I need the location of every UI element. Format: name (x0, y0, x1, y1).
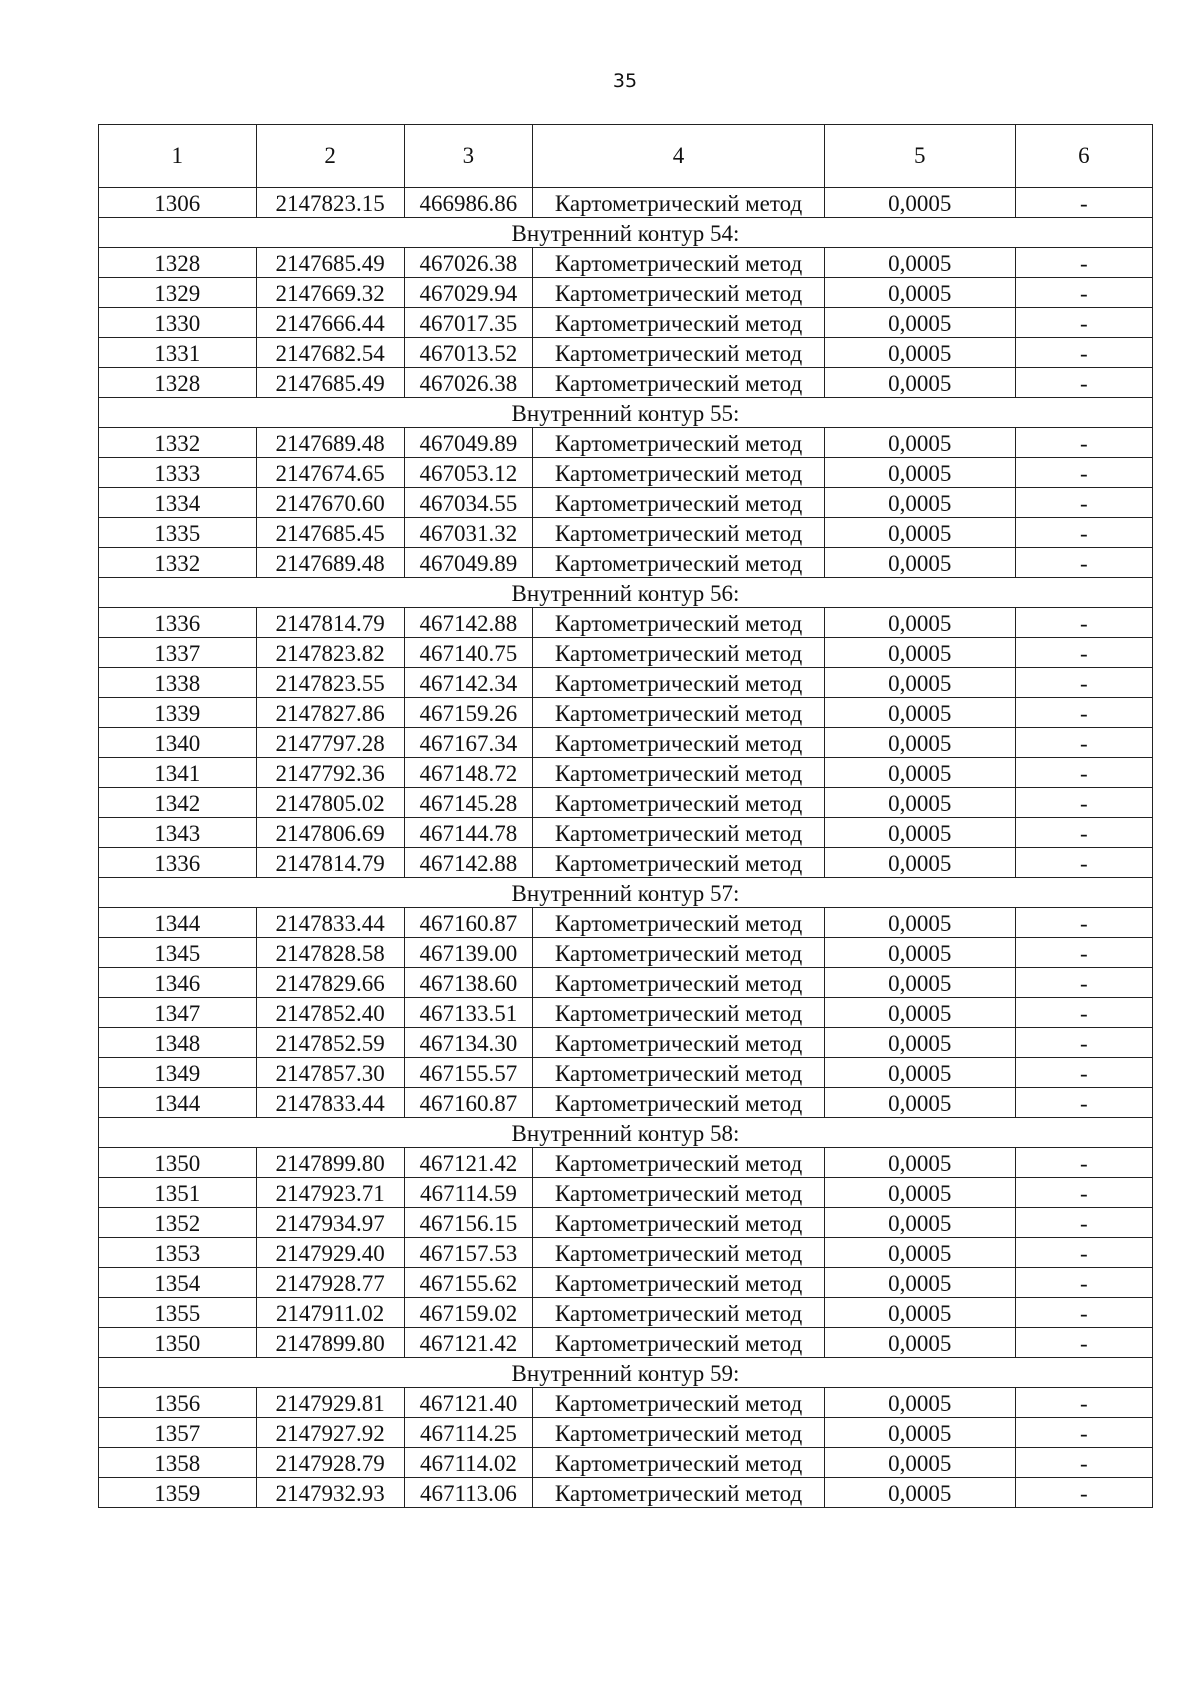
point-number-cell: 1349 (99, 1058, 257, 1088)
method-cell: Картометрический метод (533, 248, 825, 278)
table-row (99, 698, 1153, 728)
accuracy-cell: 0,0005 (824, 728, 1015, 758)
point-number-cell: 1353 (99, 1238, 257, 1268)
y-coordinate-cell: 467139.00 (404, 938, 533, 968)
note-cell: - (1015, 368, 1152, 398)
table-row (99, 1208, 1153, 1238)
accuracy-cell: 0,0005 (824, 548, 1015, 578)
point-number-cell: 1332 (99, 548, 257, 578)
table-row (99, 488, 1153, 518)
note-cell: - (1015, 1268, 1152, 1298)
section-title: Внутренний контур 59: (99, 1358, 1153, 1388)
column-header: 3 (404, 125, 533, 188)
note-cell: - (1015, 278, 1152, 308)
accuracy-cell: 0,0005 (824, 608, 1015, 638)
table-row (99, 1148, 1153, 1178)
point-number-cell: 1338 (99, 668, 257, 698)
note-cell: - (1015, 998, 1152, 1028)
y-coordinate-cell: 467114.25 (404, 1418, 533, 1448)
x-coordinate-cell: 2147899.80 (256, 1148, 404, 1178)
x-coordinate-cell: 2147929.81 (256, 1388, 404, 1418)
table-row (99, 1058, 1153, 1088)
note-cell: - (1015, 458, 1152, 488)
table-row (99, 1478, 1153, 1508)
method-cell: Картометрический метод (533, 1208, 825, 1238)
x-coordinate-cell: 2147934.97 (256, 1208, 404, 1238)
point-number-cell: 1341 (99, 758, 257, 788)
y-coordinate-cell: 467138.60 (404, 968, 533, 998)
point-number-cell: 1330 (99, 308, 257, 338)
x-coordinate-cell: 2147899.80 (256, 1328, 404, 1358)
accuracy-cell: 0,0005 (824, 1208, 1015, 1238)
method-cell: Картометрический метод (533, 1478, 825, 1508)
table-row (99, 758, 1153, 788)
accuracy-cell: 0,0005 (824, 968, 1015, 998)
x-coordinate-cell: 2147805.02 (256, 788, 404, 818)
note-cell: - (1015, 668, 1152, 698)
table-row (99, 668, 1153, 698)
y-coordinate-cell: 467145.28 (404, 788, 533, 818)
accuracy-cell: 0,0005 (824, 788, 1015, 818)
point-number-cell: 1350 (99, 1328, 257, 1358)
section-title: Внутренний контур 57: (99, 878, 1153, 908)
x-coordinate-cell: 2147852.59 (256, 1028, 404, 1058)
point-number-cell: 1350 (99, 1148, 257, 1178)
y-coordinate-cell: 467159.26 (404, 698, 533, 728)
y-coordinate-cell: 467013.52 (404, 338, 533, 368)
y-coordinate-cell: 467017.35 (404, 308, 533, 338)
table-row (99, 548, 1153, 578)
point-number-cell: 1306 (99, 188, 257, 218)
table-row (99, 188, 1153, 218)
note-cell: - (1015, 1208, 1152, 1238)
y-coordinate-cell: 467133.51 (404, 998, 533, 1028)
x-coordinate-cell: 2147689.48 (256, 428, 404, 458)
note-cell: - (1015, 1298, 1152, 1328)
table-row (99, 278, 1153, 308)
section-row (99, 878, 1153, 908)
table-row (99, 638, 1153, 668)
note-cell: - (1015, 428, 1152, 458)
accuracy-cell: 0,0005 (824, 428, 1015, 458)
accuracy-cell: 0,0005 (824, 188, 1015, 218)
note-cell: - (1015, 308, 1152, 338)
table-row (99, 968, 1153, 998)
table-row (99, 1298, 1153, 1328)
x-coordinate-cell: 2147823.15 (256, 188, 404, 218)
method-cell: Картометрический метод (533, 1418, 825, 1448)
x-coordinate-cell: 2147833.44 (256, 908, 404, 938)
section-title: Внутренний контур 58: (99, 1118, 1153, 1148)
note-cell: - (1015, 908, 1152, 938)
method-cell: Картометрический метод (533, 1388, 825, 1418)
table-body (99, 188, 1153, 1508)
y-coordinate-cell: 467148.72 (404, 758, 533, 788)
accuracy-cell: 0,0005 (824, 938, 1015, 968)
x-coordinate-cell: 2147685.45 (256, 518, 404, 548)
column-header: 2 (256, 125, 404, 188)
x-coordinate-cell: 2147833.44 (256, 1088, 404, 1118)
point-number-cell: 1331 (99, 338, 257, 368)
method-cell: Картометрический метод (533, 1448, 825, 1478)
note-cell: - (1015, 188, 1152, 218)
accuracy-cell: 0,0005 (824, 818, 1015, 848)
method-cell: Картометрический метод (533, 908, 825, 938)
section-row (99, 1358, 1153, 1388)
method-cell: Картометрический метод (533, 1298, 825, 1328)
point-number-cell: 1357 (99, 1418, 257, 1448)
x-coordinate-cell: 2147674.65 (256, 458, 404, 488)
note-cell: - (1015, 1418, 1152, 1448)
method-cell: Картометрический метод (533, 938, 825, 968)
x-coordinate-cell: 2147814.79 (256, 848, 404, 878)
x-coordinate-cell: 2147911.02 (256, 1298, 404, 1328)
x-coordinate-cell: 2147792.36 (256, 758, 404, 788)
x-coordinate-cell: 2147928.79 (256, 1448, 404, 1478)
accuracy-cell: 0,0005 (824, 278, 1015, 308)
accuracy-cell: 0,0005 (824, 1268, 1015, 1298)
table-row (99, 1388, 1153, 1418)
accuracy-cell: 0,0005 (824, 1238, 1015, 1268)
point-number-cell: 1328 (99, 248, 257, 278)
y-coordinate-cell: 466986.86 (404, 188, 533, 218)
y-coordinate-cell: 467157.53 (404, 1238, 533, 1268)
note-cell: - (1015, 968, 1152, 998)
x-coordinate-cell: 2147682.54 (256, 338, 404, 368)
y-coordinate-cell: 467142.34 (404, 668, 533, 698)
table-row (99, 368, 1153, 398)
x-coordinate-cell: 2147823.82 (256, 638, 404, 668)
note-cell: - (1015, 1478, 1152, 1508)
method-cell: Картометрический метод (533, 1268, 825, 1298)
method-cell: Картометрический метод (533, 758, 825, 788)
page-number: 35 (612, 70, 638, 92)
point-number-cell: 1355 (99, 1298, 257, 1328)
method-cell: Картометрический метод (533, 278, 825, 308)
accuracy-cell: 0,0005 (824, 338, 1015, 368)
y-coordinate-cell: 467167.34 (404, 728, 533, 758)
note-cell: - (1015, 1238, 1152, 1268)
point-number-cell: 1344 (99, 908, 257, 938)
table-row (99, 518, 1153, 548)
y-coordinate-cell: 467160.87 (404, 1088, 533, 1118)
coordinates-sheet (98, 124, 1153, 1508)
section-row (99, 1118, 1153, 1148)
x-coordinate-cell: 2147827.86 (256, 698, 404, 728)
accuracy-cell: 0,0005 (824, 248, 1015, 278)
note-cell: - (1015, 518, 1152, 548)
accuracy-cell: 0,0005 (824, 1298, 1015, 1328)
table-row (99, 1238, 1153, 1268)
method-cell: Картометрический метод (533, 548, 825, 578)
section-title: Внутренний контур 55: (99, 398, 1153, 428)
note-cell: - (1015, 638, 1152, 668)
method-cell: Картометрический метод (533, 608, 825, 638)
note-cell: - (1015, 1088, 1152, 1118)
table-row (99, 1028, 1153, 1058)
method-cell: Картометрический метод (533, 188, 825, 218)
accuracy-cell: 0,0005 (824, 758, 1015, 788)
note-cell: - (1015, 1388, 1152, 1418)
table-row (99, 728, 1153, 758)
accuracy-cell: 0,0005 (824, 1088, 1015, 1118)
y-coordinate-cell: 467159.02 (404, 1298, 533, 1328)
y-coordinate-cell: 467114.59 (404, 1178, 533, 1208)
accuracy-cell: 0,0005 (824, 1028, 1015, 1058)
x-coordinate-cell: 2147806.69 (256, 818, 404, 848)
x-coordinate-cell: 2147828.58 (256, 938, 404, 968)
table-row (99, 908, 1153, 938)
y-coordinate-cell: 467140.75 (404, 638, 533, 668)
method-cell: Картометрический метод (533, 818, 825, 848)
accuracy-cell: 0,0005 (824, 1448, 1015, 1478)
point-number-cell: 1342 (99, 788, 257, 818)
method-cell: Картометрический метод (533, 488, 825, 518)
point-number-cell: 1345 (99, 938, 257, 968)
x-coordinate-cell: 2147929.40 (256, 1238, 404, 1268)
note-cell: - (1015, 698, 1152, 728)
y-coordinate-cell: 467155.62 (404, 1268, 533, 1298)
y-coordinate-cell: 467144.78 (404, 818, 533, 848)
method-cell: Картометрический метод (533, 698, 825, 728)
note-cell: - (1015, 608, 1152, 638)
x-coordinate-cell: 2147928.77 (256, 1268, 404, 1298)
table-row (99, 1178, 1153, 1208)
accuracy-cell: 0,0005 (824, 1478, 1015, 1508)
table-row (99, 248, 1153, 278)
method-cell: Картометрический метод (533, 1028, 825, 1058)
method-cell: Картометрический метод (533, 848, 825, 878)
method-cell: Картометрический метод (533, 1328, 825, 1358)
accuracy-cell: 0,0005 (824, 698, 1015, 728)
point-number-cell: 1346 (99, 968, 257, 998)
note-cell: - (1015, 848, 1152, 878)
point-number-cell: 1343 (99, 818, 257, 848)
method-cell: Картометрический метод (533, 368, 825, 398)
y-coordinate-cell: 467049.89 (404, 548, 533, 578)
method-cell: Картометрический метод (533, 1148, 825, 1178)
table-row (99, 1448, 1153, 1478)
y-coordinate-cell: 467121.40 (404, 1388, 533, 1418)
y-coordinate-cell: 467156.15 (404, 1208, 533, 1238)
table-row (99, 788, 1153, 818)
method-cell: Картометрический метод (533, 428, 825, 458)
y-coordinate-cell: 467114.02 (404, 1448, 533, 1478)
section-title: Внутренний контур 54: (99, 218, 1153, 248)
table-row (99, 428, 1153, 458)
section-row (99, 578, 1153, 608)
note-cell: - (1015, 488, 1152, 518)
table-row (99, 1418, 1153, 1448)
accuracy-cell: 0,0005 (824, 368, 1015, 398)
y-coordinate-cell: 467049.89 (404, 428, 533, 458)
table-row (99, 308, 1153, 338)
method-cell: Картометрический метод (533, 338, 825, 368)
point-number-cell: 1344 (99, 1088, 257, 1118)
accuracy-cell: 0,0005 (824, 488, 1015, 518)
note-cell: - (1015, 1148, 1152, 1178)
note-cell: - (1015, 1328, 1152, 1358)
coordinates-table (98, 124, 1153, 1508)
note-cell: - (1015, 728, 1152, 758)
method-cell: Картометрический метод (533, 458, 825, 488)
point-number-cell: 1354 (99, 1268, 257, 1298)
section-row (99, 398, 1153, 428)
column-header: 6 (1015, 125, 1152, 188)
accuracy-cell: 0,0005 (824, 998, 1015, 1028)
table-row (99, 848, 1153, 878)
x-coordinate-cell: 2147689.48 (256, 548, 404, 578)
y-coordinate-cell: 467142.88 (404, 848, 533, 878)
x-coordinate-cell: 2147852.40 (256, 998, 404, 1028)
y-coordinate-cell: 467029.94 (404, 278, 533, 308)
accuracy-cell: 0,0005 (824, 1178, 1015, 1208)
point-number-cell: 1352 (99, 1208, 257, 1238)
x-coordinate-cell: 2147932.93 (256, 1478, 404, 1508)
y-coordinate-cell: 467053.12 (404, 458, 533, 488)
x-coordinate-cell: 2147829.66 (256, 968, 404, 998)
table-header-row (99, 125, 1153, 188)
note-cell: - (1015, 818, 1152, 848)
table-row (99, 458, 1153, 488)
table-row (99, 608, 1153, 638)
table-row (99, 1328, 1153, 1358)
accuracy-cell: 0,0005 (824, 1148, 1015, 1178)
accuracy-cell: 0,0005 (824, 1328, 1015, 1358)
point-number-cell: 1347 (99, 998, 257, 1028)
point-number-cell: 1334 (99, 488, 257, 518)
method-cell: Картометрический метод (533, 638, 825, 668)
note-cell: - (1015, 1178, 1152, 1208)
x-coordinate-cell: 2147685.49 (256, 368, 404, 398)
point-number-cell: 1339 (99, 698, 257, 728)
x-coordinate-cell: 2147670.60 (256, 488, 404, 518)
note-cell: - (1015, 338, 1152, 368)
note-cell: - (1015, 248, 1152, 278)
y-coordinate-cell: 467160.87 (404, 908, 533, 938)
point-number-cell: 1336 (99, 608, 257, 638)
point-number-cell: 1336 (99, 848, 257, 878)
note-cell: - (1015, 1058, 1152, 1088)
note-cell: - (1015, 548, 1152, 578)
y-coordinate-cell: 467031.32 (404, 518, 533, 548)
method-cell: Картометрический метод (533, 668, 825, 698)
method-cell: Картометрический метод (533, 998, 825, 1028)
method-cell: Картометрический метод (533, 728, 825, 758)
x-coordinate-cell: 2147797.28 (256, 728, 404, 758)
method-cell: Картометрический метод (533, 1088, 825, 1118)
accuracy-cell: 0,0005 (824, 668, 1015, 698)
table-row (99, 818, 1153, 848)
accuracy-cell: 0,0005 (824, 638, 1015, 668)
y-coordinate-cell: 467155.57 (404, 1058, 533, 1088)
point-number-cell: 1329 (99, 278, 257, 308)
table-row (99, 998, 1153, 1028)
x-coordinate-cell: 2147927.92 (256, 1418, 404, 1448)
point-number-cell: 1333 (99, 458, 257, 488)
note-cell: - (1015, 758, 1152, 788)
column-header: 1 (99, 125, 257, 188)
y-coordinate-cell: 467121.42 (404, 1328, 533, 1358)
column-header: 4 (533, 125, 825, 188)
accuracy-cell: 0,0005 (824, 458, 1015, 488)
x-coordinate-cell: 2147669.32 (256, 278, 404, 308)
y-coordinate-cell: 467134.30 (404, 1028, 533, 1058)
y-coordinate-cell: 467034.55 (404, 488, 533, 518)
y-coordinate-cell: 467026.38 (404, 248, 533, 278)
accuracy-cell: 0,0005 (824, 1388, 1015, 1418)
point-number-cell: 1340 (99, 728, 257, 758)
note-cell: - (1015, 1448, 1152, 1478)
y-coordinate-cell: 467121.42 (404, 1148, 533, 1178)
table-row (99, 338, 1153, 368)
point-number-cell: 1359 (99, 1478, 257, 1508)
method-cell: Картометрический метод (533, 968, 825, 998)
accuracy-cell: 0,0005 (824, 1418, 1015, 1448)
section-title: Внутренний контур 56: (99, 578, 1153, 608)
note-cell: - (1015, 1028, 1152, 1058)
table-row (99, 1088, 1153, 1118)
accuracy-cell: 0,0005 (824, 518, 1015, 548)
x-coordinate-cell: 2147685.49 (256, 248, 404, 278)
x-coordinate-cell: 2147857.30 (256, 1058, 404, 1088)
point-number-cell: 1358 (99, 1448, 257, 1478)
x-coordinate-cell: 2147666.44 (256, 308, 404, 338)
y-coordinate-cell: 467142.88 (404, 608, 533, 638)
point-number-cell: 1351 (99, 1178, 257, 1208)
section-row (99, 218, 1153, 248)
note-cell: - (1015, 938, 1152, 968)
accuracy-cell: 0,0005 (824, 308, 1015, 338)
point-number-cell: 1337 (99, 638, 257, 668)
column-header: 5 (824, 125, 1015, 188)
method-cell: Картометрический метод (533, 518, 825, 548)
method-cell: Картометрический метод (533, 1058, 825, 1088)
table-row (99, 938, 1153, 968)
point-number-cell: 1328 (99, 368, 257, 398)
x-coordinate-cell: 2147923.71 (256, 1178, 404, 1208)
y-coordinate-cell: 467113.06 (404, 1478, 533, 1508)
point-number-cell: 1356 (99, 1388, 257, 1418)
accuracy-cell: 0,0005 (824, 908, 1015, 938)
x-coordinate-cell: 2147823.55 (256, 668, 404, 698)
method-cell: Картометрический метод (533, 1238, 825, 1268)
y-coordinate-cell: 467026.38 (404, 368, 533, 398)
point-number-cell: 1348 (99, 1028, 257, 1058)
note-cell: - (1015, 788, 1152, 818)
method-cell: Картометрический метод (533, 1178, 825, 1208)
table-row (99, 1268, 1153, 1298)
accuracy-cell: 0,0005 (824, 848, 1015, 878)
method-cell: Картометрический метод (533, 308, 825, 338)
x-coordinate-cell: 2147814.79 (256, 608, 404, 638)
point-number-cell: 1332 (99, 428, 257, 458)
method-cell: Картометрический метод (533, 788, 825, 818)
point-number-cell: 1335 (99, 518, 257, 548)
accuracy-cell: 0,0005 (824, 1058, 1015, 1088)
